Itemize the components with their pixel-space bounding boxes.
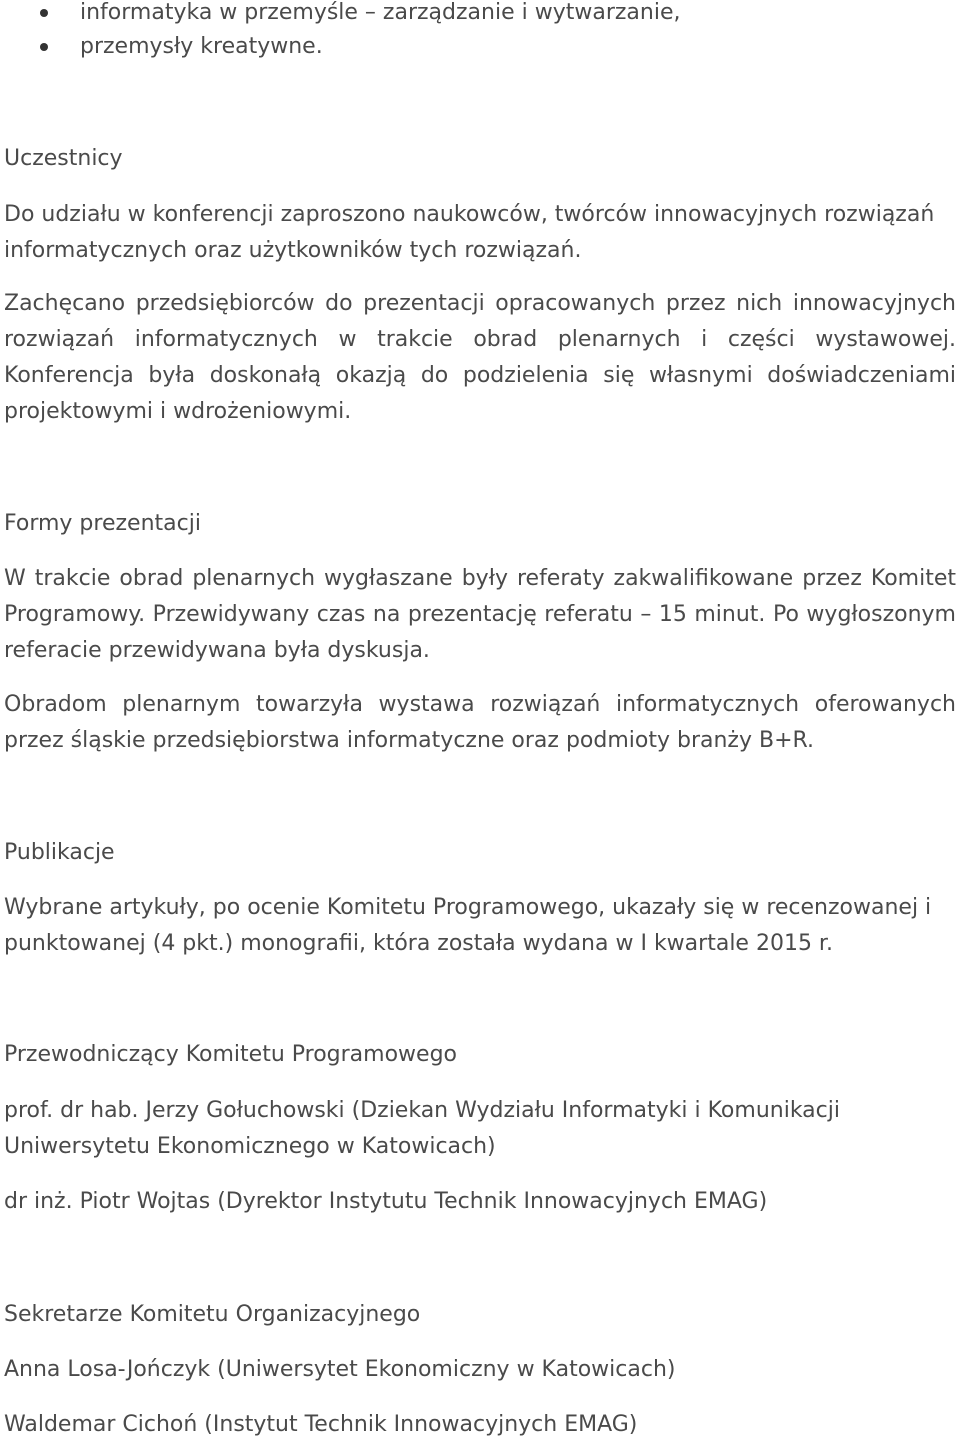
section-heading-formy: Formy prezentacji [4, 511, 201, 536]
paragraph-formy-1: W trakcie obrad plenarnych wygłaszane były referaty zakwalifikowane przez Komitet Programowy. Przewidywany czas na prezentację referatu – 15 minut. Po wygłoszonym referacie przewidywana była dyskusja. [4, 566, 956, 663]
paragraph-publikacje-1: Wybrane artykuły, po ocenie Komitetu Programowego, ukazały się w recenzowanej i punktowanej (4 pkt.) monografii, która została wydana w I kwartale 2015 r. [4, 895, 932, 956]
section-heading-uczestnicy: Uczestnicy [4, 146, 123, 171]
paragraph-przewodniczacy-2: dr inż. Piotr Wojtas (Dyrektor Instytutu Technik Innowacyjnych EMAG) [4, 1189, 768, 1214]
section-heading-sekretarze: Sekretarze Komitetu Organizacyjnego [4, 1302, 421, 1327]
bullet-icon [40, 43, 48, 51]
list-item-text: informatyka w przemyśle – zarządzanie i wytwarzanie, [80, 0, 681, 25]
bullet-icon [40, 9, 48, 17]
paragraph-formy-2: Obradom plenarnym towarzyła wystawa rozwiązań informatycznych oferowanych przez śląskie przedsiębiorstwa informatyczne oraz podmioty branży B+R. [4, 692, 956, 753]
paragraph-uczestnicy-2: Zachęcano przedsiębiorców do prezentacji opracowanych przez nich innowacyjnych rozwiązań informatycznych w trakcie obrad plenarnych i części wystawowej. Konferencja była doskonałą okazją do podzielenia się własnymi doświadczeniami projektowymi i wdrożeniowymi. [4, 291, 956, 424]
paragraph-sekretarze-2: Waldemar Cichoń (Instytut Technik Innowacyjnych EMAG) [4, 1412, 638, 1437]
list-item-text: przemysły kreatywne. [80, 34, 323, 59]
section-heading-publikacje: Publikacje [4, 840, 115, 865]
list-item [40, 30, 681, 64]
paragraph-przewodniczacy-1: prof. dr hab. Jerzy Gołuchowski (Dziekan Wydziału Informatyki i Komunikacji Uniwersytetu Ekonomicznego w Katowicach) [4, 1098, 840, 1159]
paragraph-uczestnicy-1: Do udziału w konferencji zaproszono naukowców, twórców innowacyjnych rozwiązań informatycznych oraz użytkowników tych rozwiązań. [4, 202, 935, 263]
section-heading-przewodniczacy: Przewodniczący Komitetu Programowego [4, 1042, 458, 1067]
paragraph-sekretarze-1: Anna Losa-Jończyk (Uniwersytet Ekonomiczny w Katowicach) [4, 1357, 676, 1382]
list-item [40, 0, 681, 30]
topic-list [40, 0, 681, 64]
